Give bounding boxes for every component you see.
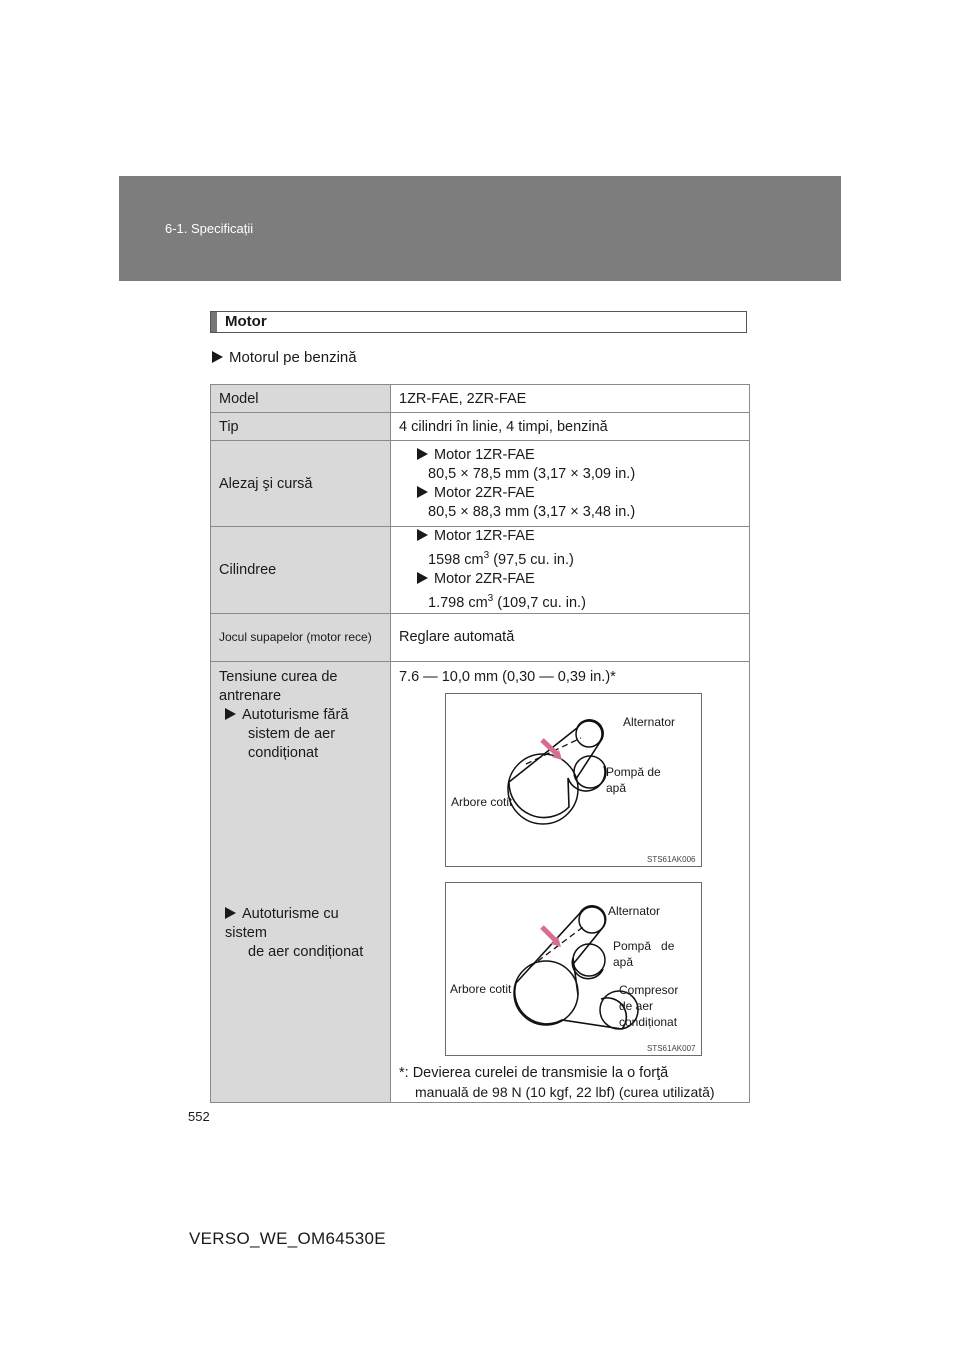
triangle-bullet-icon bbox=[417, 529, 428, 541]
table-row-displacement bbox=[211, 527, 750, 614]
disp-engine2-value: 1.798 $cm^3$ (109,7 cu. in.) bbox=[428, 592, 586, 611]
section-reference: 6-1. Specificații bbox=[165, 221, 254, 236]
subsection-title: Motorul pe benzină bbox=[229, 349, 357, 366]
label-crankshaft: Arbore cotit bbox=[450, 981, 512, 996]
disp-engine1-value: 1598 $cm^3$ (97,5 cu. in.) bbox=[428, 550, 574, 568]
label-model: Model bbox=[211, 385, 391, 413]
belt-diagram-with-ac bbox=[445, 882, 702, 1056]
disp-engine1: Motor 1ZR-FAE bbox=[434, 528, 535, 544]
bore-engine2-value: 80,5 × 88,3 mm (3,17 × 3,48 in.) bbox=[428, 503, 636, 520]
value-bore bbox=[391, 441, 750, 527]
triangle-bullet-icon bbox=[212, 351, 223, 363]
subsection-heading bbox=[212, 349, 357, 366]
table-row-belt bbox=[211, 661, 750, 1102]
section-title: Motor bbox=[210, 311, 747, 333]
label-water-pump: Pompă de apă bbox=[613, 938, 675, 969]
bore-engine1: Motor 1ZR-FAE bbox=[434, 446, 535, 463]
value-displacement bbox=[391, 527, 750, 614]
triangle-bullet-icon bbox=[417, 486, 428, 498]
value-model: 1ZR-FAE, 2ZR-FAE bbox=[391, 385, 750, 413]
triangle-bullet-icon bbox=[417, 572, 428, 584]
page-number: 552 bbox=[188, 1109, 210, 1124]
figure-code: STS61AK006 bbox=[647, 854, 696, 864]
label-type: Tip bbox=[211, 413, 391, 441]
table-row-bore bbox=[211, 441, 750, 527]
triangle-bullet-icon bbox=[225, 907, 236, 919]
triangle-bullet-icon bbox=[417, 448, 428, 460]
label-crankshaft: Arbore cotit bbox=[451, 794, 513, 809]
label-water-pump: Pompă de apă bbox=[606, 764, 661, 795]
footnote-line1: *: Devierea curelei de transmisie la o forţă bbox=[399, 1064, 669, 1081]
engine-spec-table bbox=[210, 384, 750, 1103]
bore-engine1-value: 80,5 × 78,5 mm (3,17 × 3,09 in.) bbox=[428, 465, 636, 482]
triangle-bullet-icon bbox=[225, 708, 236, 720]
label-belt: Tensiune curea de antrenare Autoturisme fără sistem de aer condiționat Autoturisme cu sistem de aer condiționat bbox=[211, 661, 391, 1102]
disp-engine2: Motor 2ZR-FAE bbox=[434, 570, 535, 587]
belt-diagram-without-ac bbox=[445, 693, 702, 867]
figure-code: STS61AK007 bbox=[647, 1043, 696, 1053]
bore-engine2: Motor 2ZR-FAE bbox=[434, 484, 535, 501]
label-alternator: Alternator bbox=[623, 714, 676, 729]
table-row-model bbox=[211, 385, 750, 413]
value-type: 4 cilindri în linie, 4 timpi, benzină bbox=[391, 413, 750, 441]
document-code: VERSO_WE_OM64530E bbox=[189, 1229, 386, 1248]
belt-deflection: 7.6 — 10,0 mm (0,30 — 0,39 in.)* bbox=[399, 668, 616, 685]
header-band bbox=[119, 176, 841, 281]
label-ac-compressor: Compresor de aer condiționat bbox=[619, 982, 679, 1029]
table-row-type bbox=[211, 413, 750, 441]
value-belt bbox=[391, 661, 750, 1102]
table-row-valve bbox=[211, 613, 750, 661]
value-valve: Reglare automată bbox=[391, 613, 750, 661]
label-alternator: Alternator bbox=[608, 903, 661, 918]
label-displacement: Cilindree bbox=[211, 527, 391, 614]
label-bore: Alezaj şi cursă bbox=[211, 441, 391, 527]
footnote-line2: manuală de 98 N (10 kgf, 22 lbf) (curea utilizată) bbox=[415, 1083, 715, 1100]
label-valve: Jocul supapelor (motor rece) bbox=[211, 613, 391, 661]
